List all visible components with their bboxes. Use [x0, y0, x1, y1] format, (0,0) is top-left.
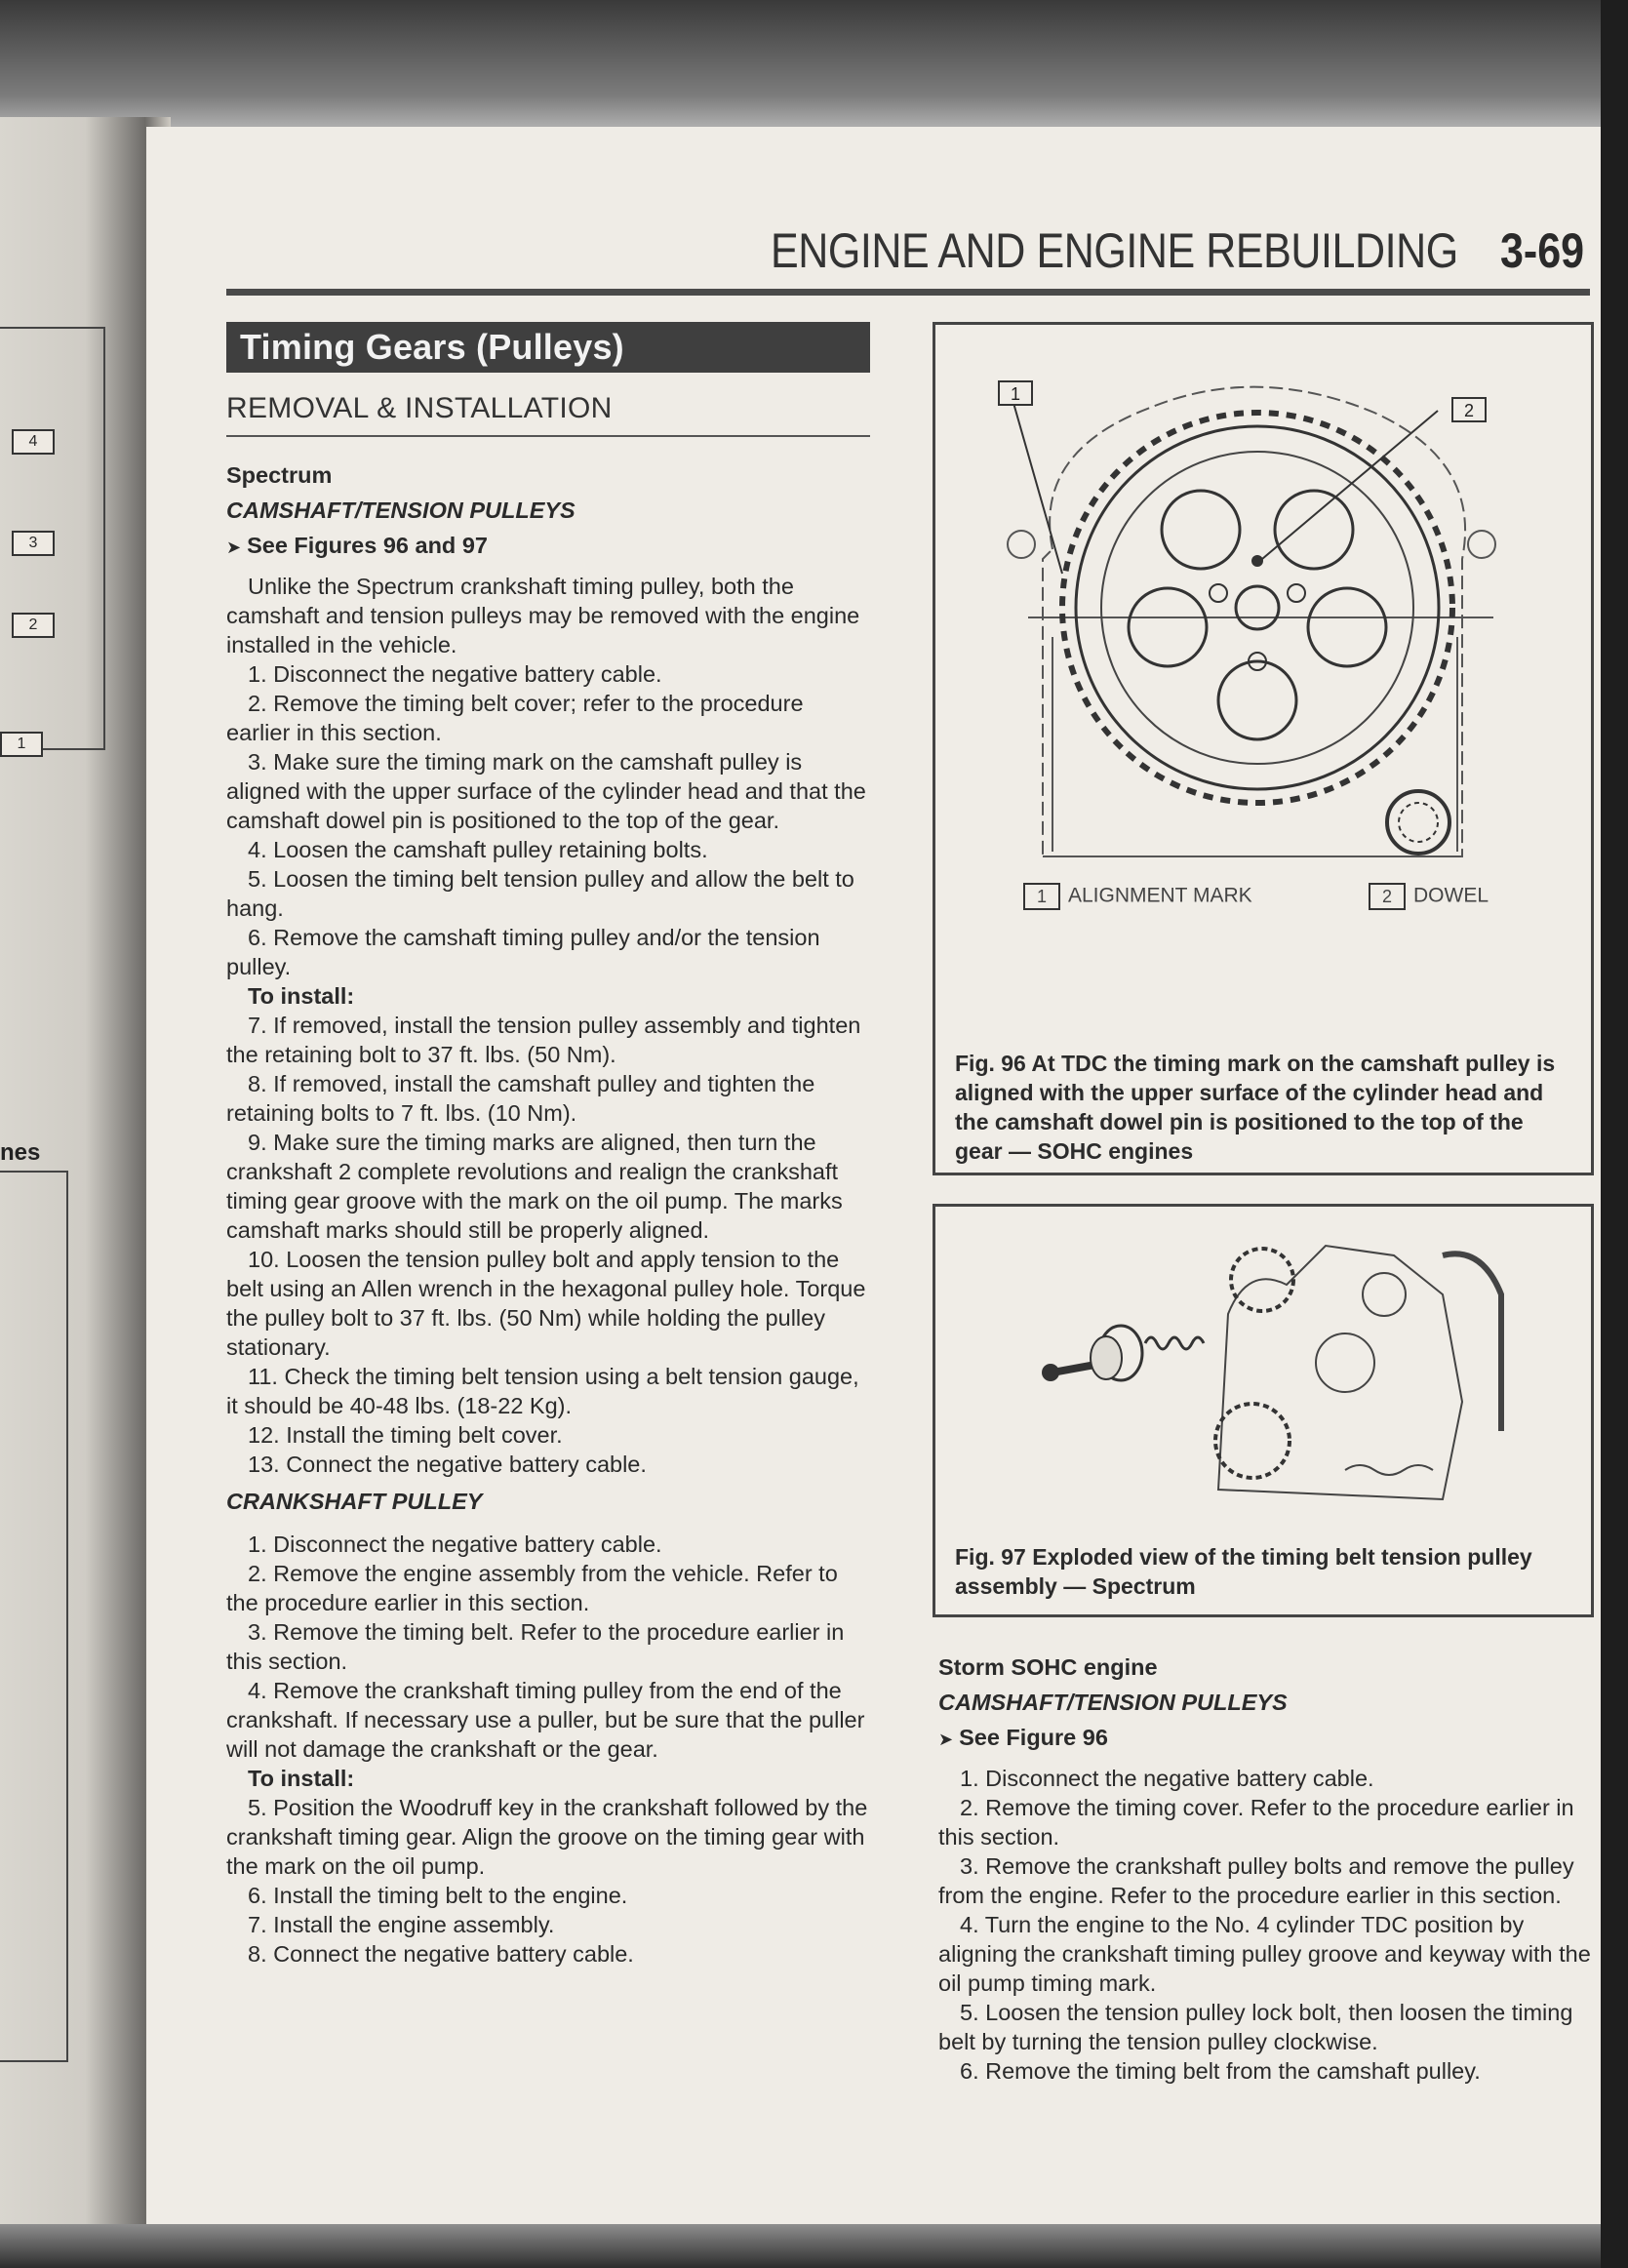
figure-96-caption: Fig. 96 At TDC the timing mark on the camshaft pulley is aligned with the upper surface of the cylinder head and the camshaft dowel pin is positioned to the top of the gear — SOHC engines [955, 1051, 1556, 1164]
legend-2-box: 2 [1369, 883, 1406, 910]
tension-pulley-exploded-view [935, 1207, 1591, 1519]
storm-cam-heading: CAMSHAFT/TENSION PULLEYS [938, 1690, 1288, 1715]
storm-step: 4. Turn the engine to the No. 4 cylinder TDC position by aligning the crankshaft timing pulley groove and keyway with the oil pump timing mark. [938, 1912, 1591, 1996]
removal-step: 3. Make sure the timing mark on the camshaft pulley is aligned with the upper surface of the cylinder head and that the camshaft dowel pin is positioned to the top of the gear. [226, 749, 866, 833]
storm-see-figure-ref [938, 1723, 1592, 1754]
crank-heading: CRANKSHAFT PULLEY [226, 1489, 483, 1514]
bolt-hole [1288, 584, 1305, 602]
removal-step: 6. Remove the camshaft timing pulley and/or the tension pulley. [226, 925, 820, 979]
gear-teeth-ring [1062, 413, 1452, 803]
oil-seal [1387, 791, 1449, 854]
gear-hole [1218, 661, 1296, 739]
crank-to-install-heading: To install: [248, 1766, 355, 1791]
mount-hole-left [1008, 531, 1035, 558]
gear-hole [1129, 588, 1207, 666]
install-step: 13. Connect the negative battery cable. [248, 1452, 647, 1477]
engine-boss [1316, 1333, 1374, 1392]
callout-1-label: 1 [1010, 384, 1021, 404]
legend-1-text: ALIGNMENT MARK [1068, 884, 1252, 907]
install-step: 11. Check the timing belt tension using a belt tension gauge, it should be 40-48 lbs. (18-22 Kg). [226, 1364, 859, 1418]
storm-heading: Storm SOHC engine [938, 1654, 1158, 1680]
spectrum-cam-heading: CAMSHAFT/TENSION PULLEYS [226, 497, 576, 523]
mount-hole-right [1468, 531, 1495, 558]
pointer-icon: ➤ [938, 1730, 954, 1749]
storm-see-figure-text: See Figure 96 [959, 1725, 1108, 1750]
tension-pulley-face [1091, 1336, 1122, 1379]
removal-step: 5. Loosen the timing belt tension pulley and allow the belt to hang. [226, 866, 854, 921]
crank-install-step: 8. Connect the negative battery cable. [248, 1941, 634, 1967]
section-subheading: REMOVAL & INSTALLATION [226, 392, 613, 424]
crank-install-step: 6. Install the timing belt to the engine. [248, 1883, 628, 1908]
right-column [938, 1647, 1592, 2086]
page-number: 3-69 [1500, 223, 1585, 278]
see-figures-ref [226, 531, 870, 562]
spectrum-heading: Spectrum [226, 462, 333, 488]
install-step: 8. If removed, install the camshaft pulley and tighten the retaining bolts to 7 ft. lbs. (10 Nm). [226, 1071, 815, 1126]
crank-step: 2. Remove the engine assembly from the vehicle. Refer to the procedure earlier in this section. [226, 1561, 838, 1615]
removal-step: 4. Loosen the camshaft pulley retaining bolts. [248, 837, 708, 862]
removal-step: 2. Remove the timing belt cover; refer to the procedure earlier in this section. [226, 691, 804, 745]
subheading-rule [226, 435, 870, 437]
crank-step: 4. Remove the crankshaft timing pulley from the end of the crankshaft. If necessary use a puller, but be sure that the puller will not damage the crankshaft or the gear. [226, 1678, 865, 1762]
bolt-hole [1210, 584, 1227, 602]
pointer-icon: ➤ [226, 537, 242, 557]
left-page-partial-word: nes [0, 1139, 41, 1166]
install-step: 10. Loosen the tension pulley bolt and apply tension to the belt using an Allen wrench in the hexagonal pulley hole. Torque the pulley bolt to 37 ft. lbs. (50 Nm) while holding the pulley stationary. [226, 1247, 866, 1360]
legend-alignment-mark [1023, 883, 1252, 910]
page-header-title: ENGINE AND ENGINE REBUILDING [771, 223, 1458, 278]
install-step: 9. Make sure the timing marks are aligned, then turn the crankshaft 2 complete revolutions and realign the crankshaft timing gear groove with the mark on the oil pump. The marks camshaft marks should still be properly aligned. [226, 1130, 843, 1243]
chain-detail [1345, 1465, 1433, 1475]
callout-2-label: 2 [1463, 401, 1475, 420]
legend-1-box: 1 [1023, 883, 1060, 910]
left-page-tag: 3 [12, 531, 55, 556]
gear-hub [1236, 586, 1279, 629]
bolt-head [1042, 1364, 1059, 1381]
left-column [226, 322, 870, 1969]
oil-pump-gear [1215, 1404, 1290, 1478]
install-step: 12. Install the timing belt cover. [248, 1422, 563, 1448]
gear-hole [1308, 588, 1386, 666]
engine-boss [1363, 1273, 1406, 1316]
legend-dowel [1369, 883, 1489, 910]
gear-hole [1275, 491, 1353, 569]
figure-96 [933, 322, 1594, 1175]
legend-2-text: DOWEL [1413, 884, 1489, 907]
install-step: 7. If removed, install the tension pulley assembly and tighten the retaining bolt to 37 ft. lbs. (50 Nm). [226, 1013, 861, 1067]
timing-gear-diagram [935, 325, 1591, 871]
storm-step: 5. Loosen the tension pulley lock bolt, then loosen the timing belt by turning the tension pulley clockwise. [938, 2000, 1573, 2054]
storm-step: 1. Disconnect the negative battery cable. [960, 1766, 1374, 1791]
removal-step: 1. Disconnect the negative battery cable. [248, 661, 662, 687]
scan-top-shadow [0, 0, 1628, 137]
dowel-pin [1251, 555, 1263, 567]
left-page-tag: 4 [12, 429, 55, 455]
oil-seal-inner [1399, 803, 1438, 842]
to-install-heading: To install: [248, 983, 355, 1009]
storm-step: 3. Remove the crankshaft pulley bolts and remove the pulley from the engine. Refer to the procedure earlier in this section. [938, 1853, 1574, 1908]
crank-step: 1. Disconnect the negative battery cable. [248, 1532, 662, 1557]
gear-rim [1076, 426, 1439, 789]
left-page-frame-bottom [0, 1171, 68, 2062]
crank-install-step: 5. Position the Woodruff key in the crankshaft followed by the crankshaft timing gear. Align the groove on the timing gear with the mark on the oil pump. [226, 1795, 868, 1879]
section-banner: Timing Gears (Pulleys) [226, 322, 870, 373]
engine-block [1218, 1246, 1462, 1499]
crank-step: 3. Remove the timing belt. Refer to the procedure earlier in this section. [226, 1619, 845, 1674]
cylinder-head-outline [1043, 387, 1465, 856]
tension-spring [1145, 1337, 1204, 1349]
figure-97 [933, 1204, 1594, 1617]
storm-step: 6. Remove the timing belt from the camshaft pulley. [960, 2058, 1481, 2084]
left-page-tag: 2 [12, 613, 55, 638]
see-figures-text: See Figures 96 and 97 [247, 533, 488, 558]
crank-install-step: 7. Install the engine assembly. [248, 1912, 555, 1937]
scan-right-edge [1601, 0, 1628, 2268]
gear-inner-rim [1101, 452, 1413, 764]
gear-hole [1162, 491, 1240, 569]
storm-step: 2. Remove the timing cover. Refer to the procedure earlier in this section. [938, 1795, 1574, 1850]
figure-97-caption: Fig. 97 Exploded view of the timing belt tension pulley assembly — Spectrum [955, 1544, 1532, 1599]
scan-bottom-shadow [0, 2224, 1628, 2268]
header-rule [226, 289, 1590, 296]
left-page-tag: 1 [0, 732, 43, 757]
intro-paragraph: Unlike the Spectrum crankshaft timing pulley, both the camshaft and tension pulleys may be removed with the engine installed in the vehicle. [226, 574, 860, 657]
